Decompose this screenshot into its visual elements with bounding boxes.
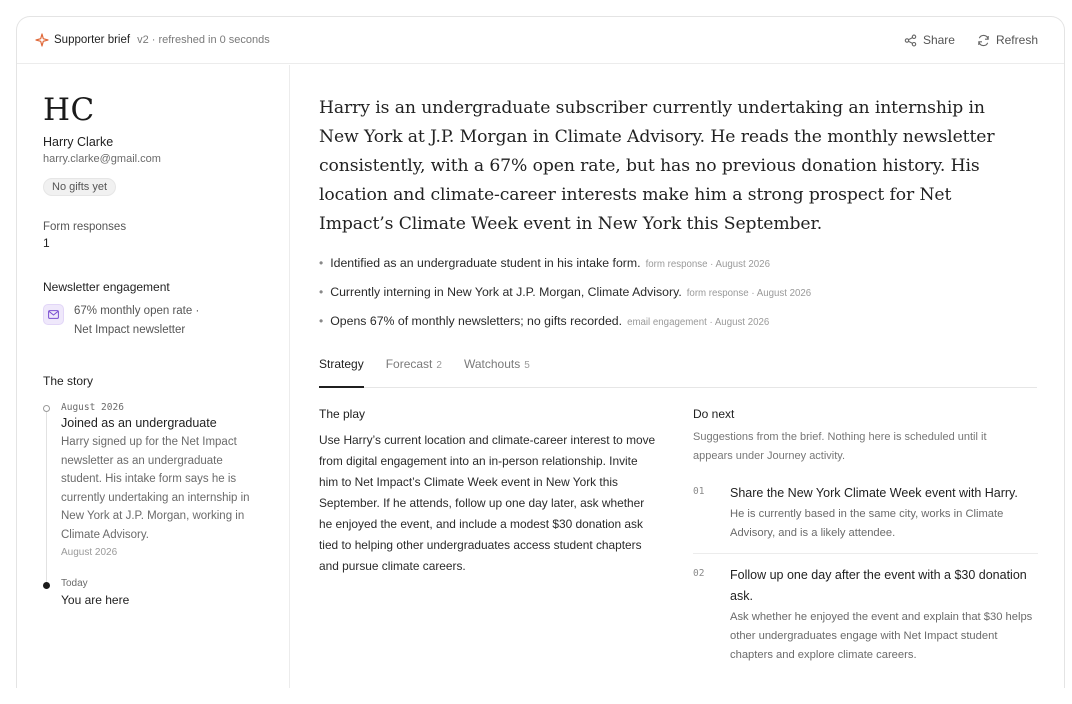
- story-timeline: [43, 402, 289, 607]
- step-description: He is currently based in the same city, works in Climate Advisory, and is a likely attendee.: [730, 508, 1004, 540]
- timeline-today: [43, 578, 289, 607]
- timeline-item: [43, 402, 289, 558]
- tab-label: Forecast: [385, 357, 433, 372]
- step-title: Follow up one day after the event with a $30 donation ask.: [730, 568, 1027, 604]
- the-play-heading: The play: [319, 407, 366, 422]
- top-bar: [17, 17, 1064, 64]
- fact-source: form response · August 2026: [686, 287, 812, 299]
- refresh-icon: [977, 34, 990, 47]
- form-responses-label: Form responses: [43, 221, 127, 233]
- timeline-title: Joined as an undergraduate: [61, 416, 217, 430]
- share-label: Share: [922, 33, 955, 47]
- step-number: 02: [693, 568, 705, 580]
- brief-title: Supporter brief: [54, 34, 131, 46]
- story-heading: The story: [43, 374, 94, 388]
- supporter-brief-window: [16, 16, 1065, 688]
- fact-item: • Currently interning in New York at J.P. Morgan, Climate Advisory. form response · August 2026: [319, 284, 812, 299]
- tab-strategy[interactable]: [319, 355, 364, 387]
- fact-item: • Identified as an undergraduate student in his intake form. form response · August 2026: [319, 256, 770, 270]
- brief-tabs: [319, 355, 1037, 388]
- timeline-current-dot: [43, 582, 50, 589]
- do-next-note: Suggestions from the brief. Nothing here is scheduled until it appears under Journey activity.: [693, 431, 987, 463]
- refresh-label: Refresh: [995, 33, 1038, 47]
- share-button[interactable]: [904, 33, 955, 47]
- tab-label: Strategy: [319, 357, 364, 372]
- the-play-text: Use Harry’s current location and climate-career interest to move from digital engagement into an in-person relationship. Invite him to Net Impact’s Climate Week event in New York this September. If he attends, follow up one day later, ask whether he enjoyed the event, and include a modest $30 donation ask tied to helping other undergraduates access student chapters and pursue climate careers.: [319, 433, 656, 574]
- you-are-here-label: You are here: [61, 592, 130, 607]
- newsletter-engagement-heading: Newsletter engagement: [43, 280, 170, 294]
- sparkle-icon: [35, 33, 49, 47]
- next-step-item[interactable]: [693, 553, 1038, 665]
- fact-source: form response · August 2026: [645, 259, 770, 270]
- fact-text: Opens 67% of monthly newsletters; no gifts recorded.: [330, 313, 623, 328]
- tab-forecast[interactable]: [386, 355, 442, 387]
- tab-count: 5: [524, 360, 530, 372]
- the-play-section: [319, 407, 693, 665]
- fact-item: • Opens 67% of monthly newsletters; no gifts recorded. email engagement · August 2026: [319, 313, 770, 328]
- fact-source: email engagement · August 2026: [627, 316, 770, 328]
- brief-summary: Harry is an undergraduate subscriber currently undertaking an internship in New York at J.P. Morgan in Climate Advisory. He reads the monthly newsletter consistently, with a 67% open rate, but has no previous donation history. His location and climate-career interests make him a strong prospect for Net Impact’s Climate Week event in New York this September.: [319, 98, 995, 234]
- tab-label: Watchouts: [463, 357, 521, 372]
- newsletter-open-rate: 67% monthly open rate ·: [74, 305, 200, 317]
- gift-status-badge: No gifts yet: [43, 178, 116, 196]
- refresh-button[interactable]: [977, 33, 1038, 47]
- mail-icon: [43, 304, 64, 325]
- timeline-date: August 2026: [61, 402, 124, 413]
- step-title: Share the New York Climate Week event with Harry.: [730, 486, 1018, 501]
- brief-main: [319, 65, 1039, 665]
- newsletter-engagement-row: [43, 302, 289, 340]
- key-facts-list: [319, 256, 1039, 342]
- supporter-email: harry.clarke@gmail.com: [43, 153, 161, 165]
- do-next-heading: Do next: [693, 407, 735, 422]
- newsletter-name: Net Impact newsletter: [74, 324, 186, 336]
- step-number: 01: [693, 486, 705, 498]
- fact-text: Currently interning in New York at J.P. Morgan, Climate Advisory.: [330, 284, 682, 299]
- share-icon: [904, 34, 917, 47]
- do-next-section: [693, 407, 1038, 665]
- brief-version-status: v2 · refreshed in 0 seconds: [137, 34, 270, 46]
- today-label: Today: [61, 577, 88, 589]
- step-description: Ask whether he enjoyed the event and explain that $30 helps other undergraduates engage with Net Impact student chapters and explore climate careers.: [730, 611, 1033, 662]
- profile-sidebar: [17, 65, 290, 688]
- strategy-panel: [319, 407, 1039, 665]
- timeline-meta: August 2026: [61, 546, 118, 558]
- form-responses-count: 1: [43, 236, 50, 250]
- supporter-name: Harry Clarke: [43, 135, 114, 149]
- next-step-item[interactable]: [693, 472, 1038, 543]
- timeline-body: Harry signed up for the Net Impact newsletter as an undergraduate student. His intake form says he is currently undertaking an internship in New York at J.P. Morgan, working in Climate Advisory.: [61, 436, 250, 541]
- avatar-initials: HC: [43, 92, 95, 128]
- tab-watchouts[interactable]: [464, 355, 530, 387]
- fact-text: Identified as an undergraduate student in his intake form.: [330, 256, 641, 270]
- tab-count: 2: [436, 360, 442, 372]
- timeline-dot: [43, 405, 50, 412]
